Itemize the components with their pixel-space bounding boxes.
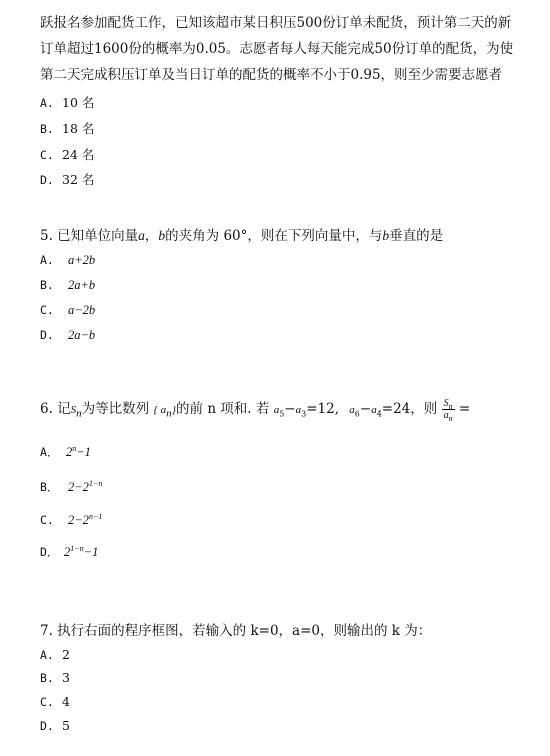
q4-stem-line-1: 跃报名参加配货工作，已知该超市某日积压500份订单未配货，预计第二天的新 [40, 15, 512, 31]
q7-option-b[interactable]: B. 3 [40, 670, 70, 685]
q4-option-a[interactable]: A. 10 名 [40, 95, 95, 110]
q5-option-a[interactable]: A. a+2b [40, 253, 96, 267]
q5-option-c[interactable]: C. a−2b [40, 303, 96, 317]
q7-stem: 7. 执行右面的程序框图，若输入的 k=0，a=0，则输出的 k 为： [40, 623, 432, 639]
q5-option-d[interactable]: D. 2a−b [40, 328, 96, 342]
q7-option-c[interactable]: C. 4 [40, 694, 70, 709]
q6-fraction: $\frac{S_n}{a_n}$ [443, 398, 453, 423]
q4-option-d[interactable]: D. 32 名 [40, 172, 95, 187]
q5-option-b[interactable]: B. 2a+b [40, 278, 96, 292]
q4-option-c[interactable]: C. 24 名 [40, 147, 95, 162]
q5-stem: 5. 已知单位向量a，b的夹角为 60°，则在下列向量中，与b垂直的是 [40, 228, 444, 244]
q4-stem-line-3: 第二天完成积压订单及当日订单的配货的概率不小于0.95，则至少需要志愿者 [40, 67, 503, 83]
q6-option-a[interactable]: A． $2^n-1$ [40, 443, 91, 459]
q6-option-d[interactable]: D． $2^{1-n}-1$ [40, 543, 99, 559]
q6-option-b[interactable]: B． $2-2^{1-n}$ [40, 478, 103, 494]
q7-option-a[interactable]: A. 2 [40, 647, 70, 662]
q7-option-d[interactable]: D. 5 [40, 718, 70, 733]
q6-option-c[interactable]: C. $2-2^{n-1}$ [40, 511, 103, 527]
q6-stem: 6. 记$S_n$为等比数列 { $a_n$}的前 n 项和. 若 $a_5-a_3=12$, $a_6-a_4=24$，则 $\frac{S_n}{a_n}$ = [40, 398, 471, 423]
q4-option-b[interactable]: B. 18 名 [40, 121, 95, 136]
q4-stem-line-2: 订单超过1600份的概率为0.05。志愿者每人每天能完成50份订单的配货，为使 [40, 41, 514, 57]
